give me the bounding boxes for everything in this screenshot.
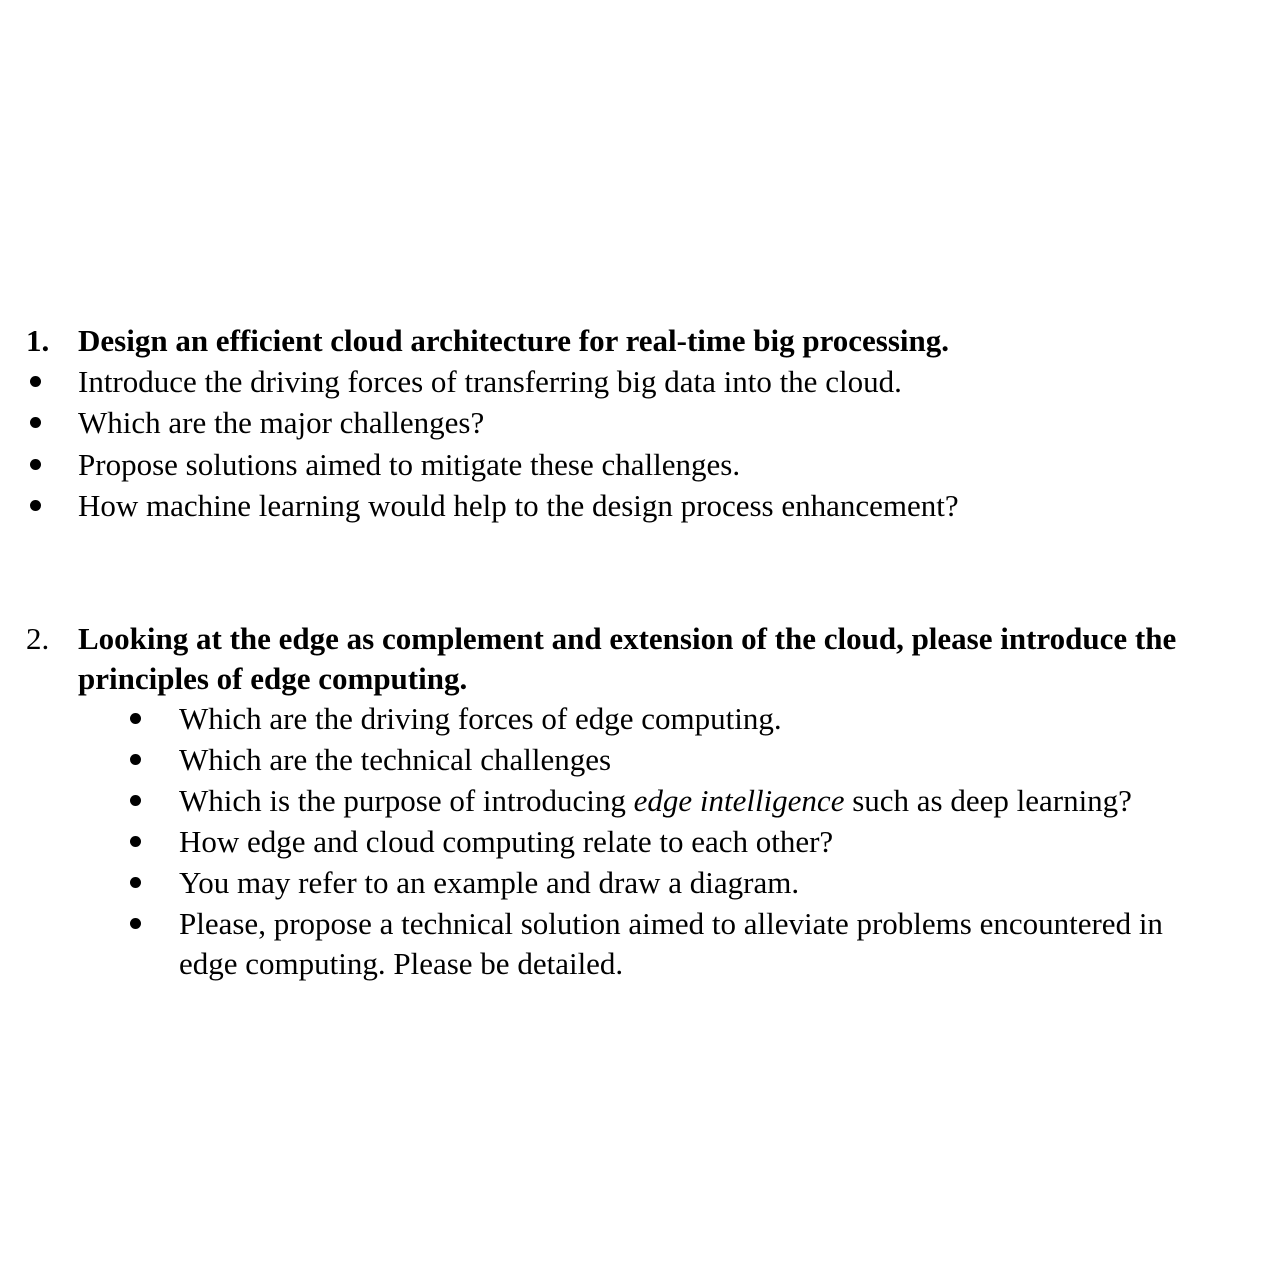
q2-bullet-3-emphasis: edge intelligence <box>633 783 845 818</box>
q1-bullet-2: Which are the major challenges? <box>78 405 485 440</box>
q2-bullet-5: You may refer to an example and draw a diagram. <box>179 865 800 900</box>
q2-bullet-3-suffix: such as deep learning? <box>844 783 1132 818</box>
bullet-dot <box>130 877 141 888</box>
q1-bullet-1: Introduce the driving forces of transferring big data into the cloud. <box>78 364 902 399</box>
bullet-dot <box>30 417 41 428</box>
bullet-dot <box>30 500 41 511</box>
q2-title-line2: principles of edge computing. <box>78 661 468 696</box>
bullet-dot <box>30 376 41 387</box>
bullet-dot <box>30 459 41 470</box>
q1-bullet-3: Propose solutions aimed to mitigate these challenges. <box>78 447 741 482</box>
q2-bullet-3 <box>179 780 1132 821</box>
bullet-dot <box>130 795 141 806</box>
q2-title-line1: Looking at the edge as complement and extension of the cloud, please introduce the <box>78 621 1177 656</box>
q1-title: Design an efficient cloud architecture for real-time big processing. <box>78 323 950 358</box>
q2-bullet-2: Which are the technical challenges <box>179 742 612 777</box>
q2-bullet-3-prefix: Which is the purpose of introducing <box>179 783 634 818</box>
bullet-dot <box>130 836 141 847</box>
bullet-dot <box>130 713 141 724</box>
q1-number: 1. <box>26 323 50 358</box>
q2-bullet-4: How edge and cloud computing relate to each other? <box>179 824 834 859</box>
bullet-dot <box>130 754 141 765</box>
q2-bullet-1: Which are the driving forces of edge computing. <box>179 701 782 736</box>
q2-bullet-6-line1: Please, propose a technical solution aimed to alleviate problems encountered in <box>179 906 1163 941</box>
bullet-dot <box>130 918 141 929</box>
q2-number: 2. <box>26 621 50 656</box>
q1-bullet-4: How machine learning would help to the design process enhancement? <box>78 488 959 523</box>
q2-bullet-6-line2: edge computing. Please be detailed. <box>179 946 624 981</box>
